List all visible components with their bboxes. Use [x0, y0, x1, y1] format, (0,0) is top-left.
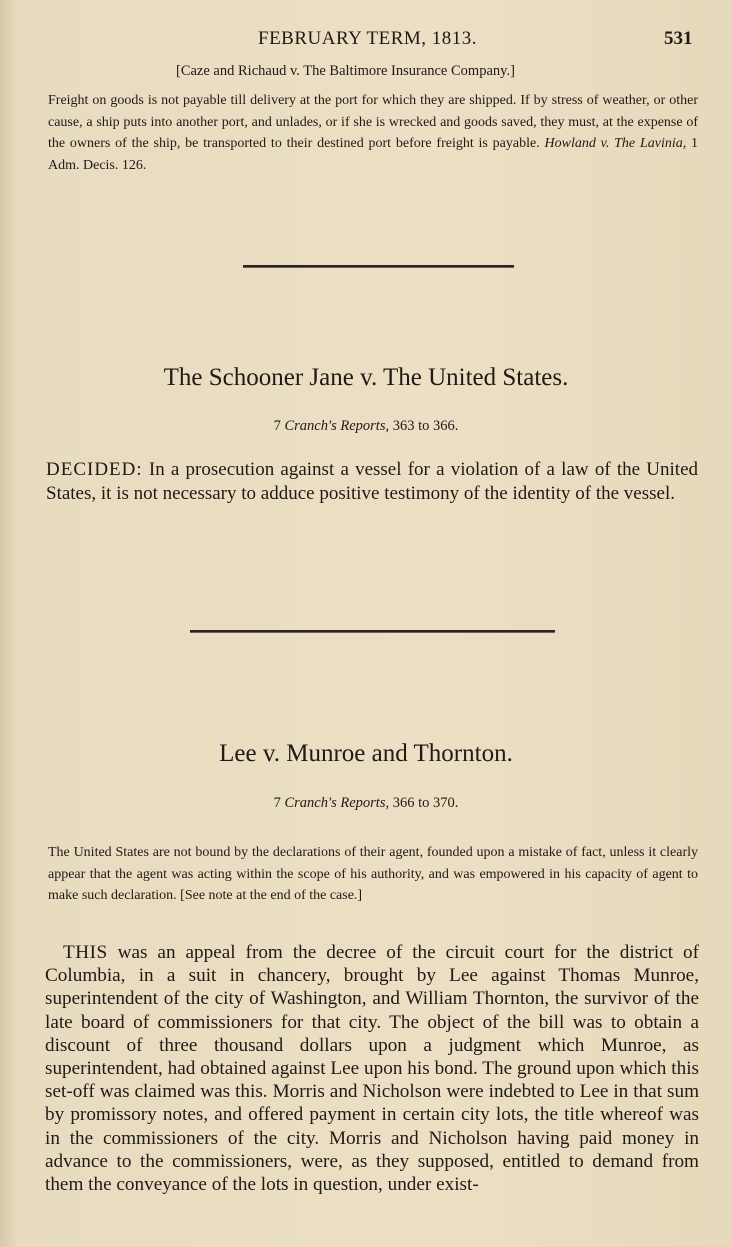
citation-reporter: Cranch's Reports,	[284, 795, 390, 811]
previous-case-reference: [Caze and Richaud v. The Baltimore Insurance Company.]	[176, 63, 515, 79]
note-text: Freight on goods is not payable till delivery at the port for which they are shipped. If by stress of weather, or other cause, a ship puts into another port, and unlades, or if she is wrecked and goods saved, they must, at the expense of the owners of the ship, be transported to their destined port before freight is payable.	[48, 93, 698, 151]
running-head	[0, 28, 732, 52]
page-number: 531	[664, 28, 693, 49]
case-citation	[0, 795, 732, 812]
running-title: FEBRUARY TERM, 1813.	[258, 28, 478, 49]
citation-volume: 7	[273, 795, 281, 811]
case-title: The Schooner Jane v. The United States.	[163, 364, 569, 391]
citation-pages: 366 to 370.	[392, 795, 459, 811]
case-citation	[0, 418, 732, 435]
decided-label: DECIDED:	[46, 459, 143, 480]
note-citation-source: 1 Adm. Decis. 126.	[48, 136, 699, 173]
previous-case-note	[48, 90, 698, 176]
citation-pages: 363 to 366.	[392, 418, 459, 434]
decided-paragraph	[46, 458, 698, 505]
section-divider	[243, 265, 514, 268]
decided-text: In a prosecution against a vessel for a violation of a law of the United States, it is not necessary to adduce positive testimony of the identity of the vessel.	[46, 459, 699, 504]
opinion-paragraph	[45, 941, 699, 1196]
opening-word: THIS	[63, 942, 108, 963]
note-citation-case: Howland v. The Lavinia,	[544, 136, 687, 151]
opening-text: was an appeal from the decree of the circuit court for the district of Columbia, in a suit in chancery, brought by Lee against Thomas Munroe, superintendent of the city of Washington, and William Thornton, the survivor of the late board of commissioners for that city. The object of the bill was to obtain a discount of three thousand dollars upon a judgment which Munroe, as superintendent, had obtained against Lee upon his bond. The ground upon which this set-off was claimed was this. Morris and Nicholson were indebted to Lee in that sum by promissory notes, and offered payment in certain city lots, the title whereof was in the commissioners of the city. Morris and Nicholson having paid money in advance to the commissioners, were, as they supposed, entitled to demand from them the conveyance of the lots in question, under exist-	[45, 942, 700, 1196]
section-divider	[190, 630, 555, 633]
case-headnote: The United States are not bound by the declarations of their agent, founded upon a mistake of fact, unless it clearly appear that the agent was acting within the scope of his authority, and was empowered in his capacity of agent to make such declaration. [See note at the end of the case.]	[48, 845, 698, 903]
case-title: Lee v. Munroe and Thornton.	[219, 740, 513, 767]
citation-reporter: Cranch's Reports,	[284, 418, 390, 434]
citation-volume: 7	[273, 418, 281, 434]
